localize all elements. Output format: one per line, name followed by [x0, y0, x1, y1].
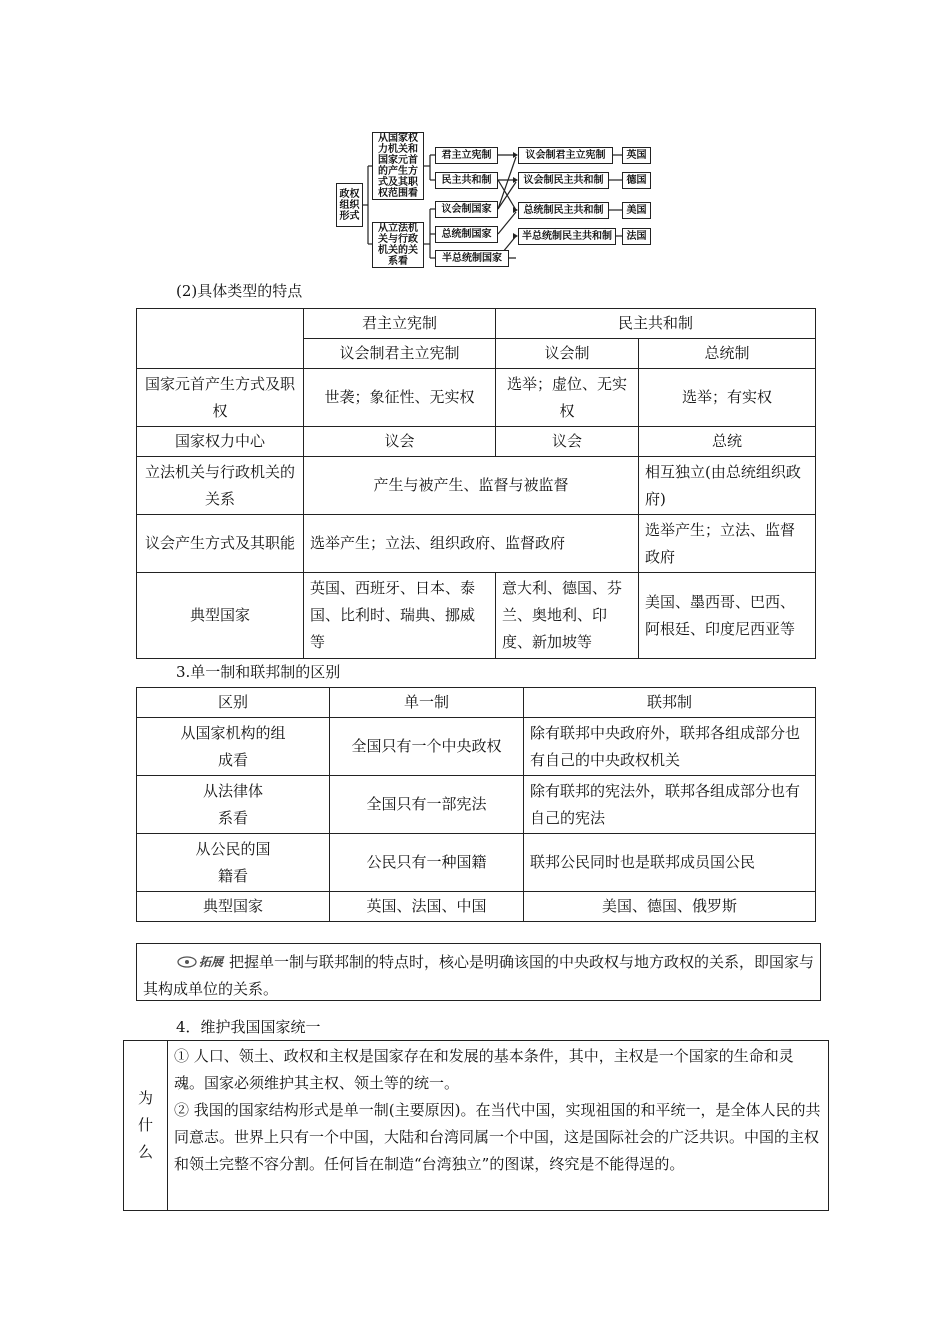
cell: 全国只有一个中央政权: [330, 718, 524, 776]
diagram-form-5: 半总统制国家: [435, 250, 509, 267]
subheader-parl: 议会制: [496, 339, 639, 369]
table-row: [137, 573, 816, 659]
header-monarchy: 君主立宪制: [304, 309, 496, 339]
row-label: 议会产生方式及其职能: [137, 515, 304, 573]
row-label: 从国家机构的组成看: [137, 718, 330, 776]
section-3-heading: 3.单一制和联邦制的区别: [176, 663, 341, 681]
diagram-country-1: 英国: [622, 147, 651, 164]
cell: 选举产生；立法、监督政府: [639, 515, 816, 573]
diagram-country-4: 法国: [622, 228, 651, 245]
cell: 联邦公民同时也是联邦成员国公民: [524, 834, 816, 892]
diagram-form-4: 总统制国家: [435, 226, 498, 243]
why-point-2: ② 我国的国家结构形式是单一制(主要原因)。在当代中国，实现祖国的和平统一，是全体人民的共同意志。世界上只有一个中国，大陆和台湾同属一个中国，这是国际社会的广泛共识。中国的主权和领土完整不容分割。任何旨在制造“台湾独立”的图谋，终究是不能得逞的。: [174, 1101, 821, 1173]
table-row: [137, 776, 816, 834]
diagram-root: 政权组织形式: [336, 183, 363, 227]
cell: 选举；有实权: [639, 369, 816, 427]
table-row: [137, 718, 816, 776]
table-row: [137, 892, 816, 922]
section-4-heading: 4．维护我国国家统一: [176, 1018, 321, 1036]
subheader-pres: 总统制: [639, 339, 816, 369]
cell: 英国、法国、中国: [330, 892, 524, 922]
table-row: [137, 515, 816, 573]
section-2-heading: (2)具体类型的特点: [176, 282, 303, 300]
why-point-1: ① 人口、领土、政权和主权是国家存在和发展的基本条件，其中，主权是一个国家的生命和灵魂。国家必须维护其主权、领土等的统一。: [174, 1047, 794, 1092]
diagram-form-1: 君主立宪制: [435, 147, 498, 164]
row-label: 国家元首产生方式及职权: [137, 369, 304, 427]
cell: 议会: [304, 427, 496, 457]
diagram-criterion-1: 从国家权力机关和国家元首的产生方式及其职权范围看: [372, 132, 424, 200]
why-label: 为什么: [124, 1041, 168, 1211]
cell: 世袭；象征性、无实权: [304, 369, 496, 427]
cell: 总统: [639, 427, 816, 457]
diagram-type-2: 议会制民主共和制: [518, 172, 609, 189]
diagram-type-3: 总统制民主共和制: [518, 202, 609, 219]
why-content: [168, 1041, 829, 1211]
row-label: 从法律体系看: [137, 776, 330, 834]
diagram-form-3: 议会制国家: [435, 201, 498, 218]
table-row: [137, 834, 816, 892]
row-label: 典型国家: [137, 573, 304, 659]
cell: 除有联邦的宪法外，联邦各组成部分也有自己的宪法: [524, 776, 816, 834]
table-corner: [137, 309, 304, 369]
diagram-criterion-2: 从立法机关与行政机关的关系看: [372, 222, 424, 268]
unitary-federal-table: [136, 687, 816, 922]
row-label: 从公民的国籍看: [137, 834, 330, 892]
extension-tag-label: 拓展: [199, 955, 224, 969]
extension-box: [136, 943, 821, 1001]
government-forms-diagram: [330, 128, 660, 273]
cell: 公民只有一种国籍: [330, 834, 524, 892]
table-row: [137, 457, 816, 515]
cell: 产生与被产生、监督与被监督: [304, 457, 639, 515]
cell: 美国、墨西哥、巴西、阿根廷、印度尼西亚等: [639, 573, 816, 659]
header-unitary: 单一制: [330, 688, 524, 718]
row-label: 立法机关与行政机关的关系: [137, 457, 304, 515]
header-difference: 区别: [137, 688, 330, 718]
cell: 除有联邦中央政府外，联邦各组成部分也有自己的中央政权机关: [524, 718, 816, 776]
diagram-type-1: 议会制君主立宪制: [518, 147, 613, 164]
cell: 选举产生；立法、组织政府、监督政府: [304, 515, 639, 573]
cell: 全国只有一部宪法: [330, 776, 524, 834]
row-label: 典型国家: [137, 892, 330, 922]
diagram-type-4: 半总统制民主共和制: [518, 228, 616, 245]
cell: 英国、西班牙、日本、泰国、比利时、瑞典、挪威等: [304, 573, 496, 659]
cell: 美国、德国、俄罗斯: [524, 892, 816, 922]
table-row: [137, 427, 816, 457]
row-label: 国家权力中心: [137, 427, 304, 457]
header-republic: 民主共和制: [496, 309, 816, 339]
government-types-table: [136, 308, 816, 659]
diagram-country-2: 德国: [622, 172, 651, 189]
subheader-parl-monarchy: 议会制君主立宪制: [304, 339, 496, 369]
cell: 选举；虚位、无实权: [496, 369, 639, 427]
extension-text: 把握单一制与联邦制的特点时，核心是明确该国的中央政权与地方政权的关系，即国家与其构成单位的关系。: [143, 953, 815, 998]
header-federal: 联邦制: [524, 688, 816, 718]
cell: 相互独立(由总统组织政府): [639, 457, 816, 515]
diagram-country-3: 美国: [622, 202, 651, 219]
cell: 议会: [496, 427, 639, 457]
cell: 意大利、德国、芬兰、奥地利、印度、新加坡等: [496, 573, 639, 659]
why-unification-table: [123, 1040, 829, 1211]
diagram-form-2: 民主共和制: [435, 172, 498, 189]
table-row: [137, 369, 816, 427]
